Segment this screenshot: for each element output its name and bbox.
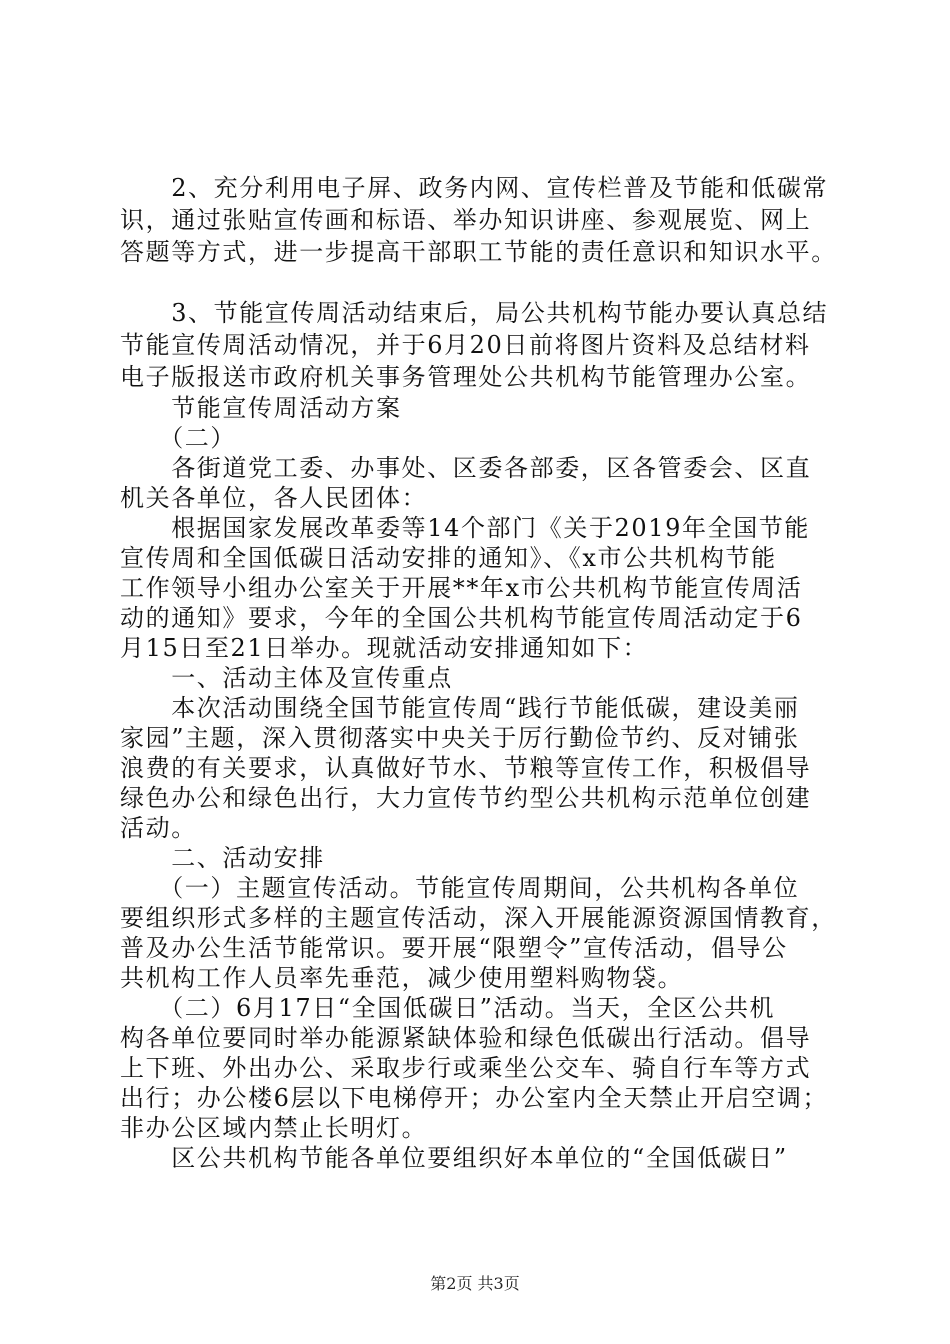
paragraph-line: 答题等方式，进一步提高干部职工节能的责任意识和知识水平。 bbox=[120, 238, 837, 266]
paragraph-item-3 bbox=[120, 297, 840, 393]
addressee-line: 各街道党工委、办事处、区委各部委，区各管委会、区直 bbox=[120, 454, 812, 482]
body-line: 根据国家发展改革委等14个部门《关于2019年全国节能 bbox=[120, 514, 811, 542]
body-line: 家园”主题，深入贯彻落实中央关于厉行勤俭节约、反对铺张 bbox=[120, 724, 800, 752]
paragraph-line: 2、充分利用电子屏、政务内网、宣传栏普及节能和低碳常 bbox=[120, 174, 829, 202]
body-line: 区公共机构节能各单位要组织好本单位的“全国低碳日” bbox=[120, 1144, 788, 1172]
body-line: 浪费的有关要求，认真做好节水、节粮等宣传工作，积极倡导 bbox=[120, 754, 812, 782]
addressee-line: 机关各单位，各人民团体： bbox=[120, 484, 428, 512]
body-line: 绿色办公和绿色出行，大力宣传节约型公共机构示范单位创建 bbox=[120, 784, 812, 812]
body-line: 要组织形式多样的主题宣传活动，深入开展能源资源国情教育， bbox=[120, 904, 837, 932]
paragraph-item-2 bbox=[120, 172, 840, 268]
body-line: 本次活动围绕全国节能宣传周“践行节能低碳，建设美丽 bbox=[120, 694, 800, 722]
body-line: 宣传周和全国低碳日活动安排的通知》、《x市公共机构节能 bbox=[120, 544, 777, 572]
section-subtitle: （二） bbox=[120, 424, 236, 452]
body-line: 共机构工作人员率先垂范，减少使用塑料购物袋。 bbox=[120, 964, 684, 992]
heading-line: 一、活动主体及宣传重点 bbox=[120, 664, 453, 692]
body-line: 普及办公生活节能常识。要开展“限塑令”宣传活动，倡导公 bbox=[120, 934, 788, 962]
body-line: （一）主题宣传活动。节能宣传周期间，公共机构各单位 bbox=[120, 874, 800, 902]
paragraph-line: 节能宣传周活动情况，并于6月20日前将图片资料及总结材料 bbox=[120, 331, 811, 359]
heading-line: 二、活动安排 bbox=[120, 844, 325, 872]
notice-body bbox=[120, 393, 840, 1173]
paragraph-line: 电子版报送市政府机关事务管理处公共机构节能管理办公室。 bbox=[120, 363, 812, 391]
paragraph-line: 3、节能宣传周活动结束后，局公共机构节能办要认真总结 bbox=[120, 299, 829, 327]
body-line: 动的通知》要求，今年的全国公共机构节能宣传周活动定于6 bbox=[120, 604, 803, 632]
body-line: （二）6月17日“全国低碳日”活动。当天，全区公共机 bbox=[120, 994, 776, 1022]
body-line: 活动。 bbox=[120, 814, 197, 842]
body-line: 上下班、外出办公、采取步行或乘坐公交车、骑自行车等方式 bbox=[120, 1054, 812, 1082]
body-line: 非办公区域内禁止长明灯。 bbox=[120, 1114, 428, 1142]
body-line: 月15日至21日举办。现就活动安排通知如下： bbox=[120, 634, 649, 662]
body-line: 出行；办公楼6层以下电梯停开；办公室内全天禁止开启空调； bbox=[120, 1084, 829, 1112]
paragraph-line: 识，通过张贴宣传画和标语、举办知识讲座、参观展览、网上 bbox=[120, 206, 812, 234]
page-footer: 第2页 共3页 bbox=[430, 1274, 520, 1293]
body-line: 构各单位要同时举办能源紧缺体验和绿色低碳出行活动。倡导 bbox=[120, 1024, 812, 1052]
body-line: 工作领导小组办公室关于开展**年x市公共机构节能宣传周活 bbox=[120, 574, 803, 602]
section-title: 节能宣传周活动方案 bbox=[120, 394, 402, 422]
